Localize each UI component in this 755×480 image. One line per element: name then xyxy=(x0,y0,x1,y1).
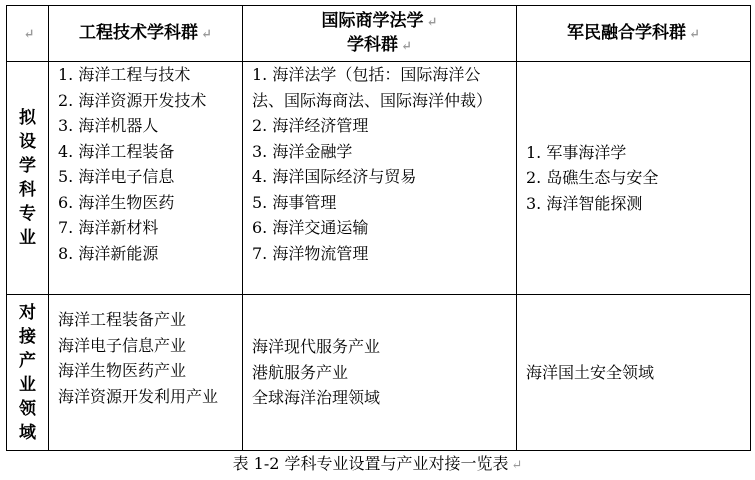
list-item: 海洋资源开发利用产业 xyxy=(58,386,219,406)
list-item: 4. 海洋国际经济与贸易 xyxy=(252,167,417,186)
return-mark-icon: ↵ xyxy=(401,38,412,54)
header-business-law-group: 国际商学法学 ↵ 学科群 ↵ xyxy=(243,6,517,62)
business-law-industries-cell xyxy=(243,295,517,451)
list-item: 5. 海事管理 xyxy=(252,192,337,212)
list-item: 全球海洋治理领域 xyxy=(252,388,381,408)
list-item: 海洋电子信息产业 xyxy=(58,335,187,355)
list-item: 3. 海洋智能探测 xyxy=(526,193,643,213)
business-law-majors-cell xyxy=(243,62,517,295)
row-label-industries: 对接产业领域 xyxy=(7,295,49,451)
list-item: 2. 岛礁生态与安全 xyxy=(526,168,659,188)
list-item: 7. 海洋新材料 xyxy=(58,218,159,237)
return-mark-icon: ↵ xyxy=(426,14,438,30)
engineering-majors-cell xyxy=(49,62,243,295)
list-item: 1. 海洋法学（包括：国际海洋公法、国际海商法、国际海洋仲裁） xyxy=(252,65,493,110)
list-item: 8. 海洋新能源 xyxy=(58,243,159,263)
list-item: 海洋国土安全领域 xyxy=(526,362,655,382)
header-engineering-group: 工程技术学科群 ↵ xyxy=(49,6,243,62)
military-civil-industries-cell xyxy=(517,295,751,451)
list-item: 2. 海洋资源开发技术 xyxy=(58,90,207,110)
list-item: 1. 军事海洋学 xyxy=(526,142,627,162)
table-row-proposed-majors xyxy=(7,62,751,295)
header-corner-cell xyxy=(7,6,49,62)
return-mark-icon: ↵ xyxy=(23,26,35,42)
table-caption: 表 1-2 学科专业设置与产业对接一览表 ↵ xyxy=(232,454,523,473)
list-item: 6. 海洋生物医药 xyxy=(58,192,175,212)
list-item: 5. 海洋电子信息 xyxy=(58,167,175,186)
list-item: 港航服务产业 xyxy=(252,362,349,382)
list-item: 6. 海洋交通运输 xyxy=(252,218,369,237)
list-item: 4. 海洋工程装备 xyxy=(58,141,175,161)
list-item: 3. 海洋机器人 xyxy=(58,116,159,135)
list-item: 2. 海洋经济管理 xyxy=(252,116,369,135)
discipline-industry-table xyxy=(6,5,751,451)
military-civil-majors-cell xyxy=(517,62,751,295)
return-mark-icon: ↵ xyxy=(511,458,523,473)
list-item: 1. 海洋工程与技术 xyxy=(58,65,191,84)
table-header-row xyxy=(7,6,751,62)
list-item: 海洋现代服务产业 xyxy=(252,337,381,357)
header-military-civil-group: 军民融合学科群 ↵ xyxy=(517,6,751,62)
list-item: 7. 海洋物流管理 xyxy=(252,243,369,263)
list-item: 海洋工程装备产业 xyxy=(58,310,187,329)
engineering-industries-cell xyxy=(49,295,243,451)
return-mark-icon: ↵ xyxy=(689,26,700,42)
return-mark-icon: ↵ xyxy=(201,26,212,42)
list-item: 3. 海洋金融学 xyxy=(252,141,353,161)
list-item: 海洋生物医药产业 xyxy=(58,361,187,380)
row-label-proposed-majors: 拟设学科专业 xyxy=(7,62,49,295)
table-row-industries xyxy=(7,295,751,451)
